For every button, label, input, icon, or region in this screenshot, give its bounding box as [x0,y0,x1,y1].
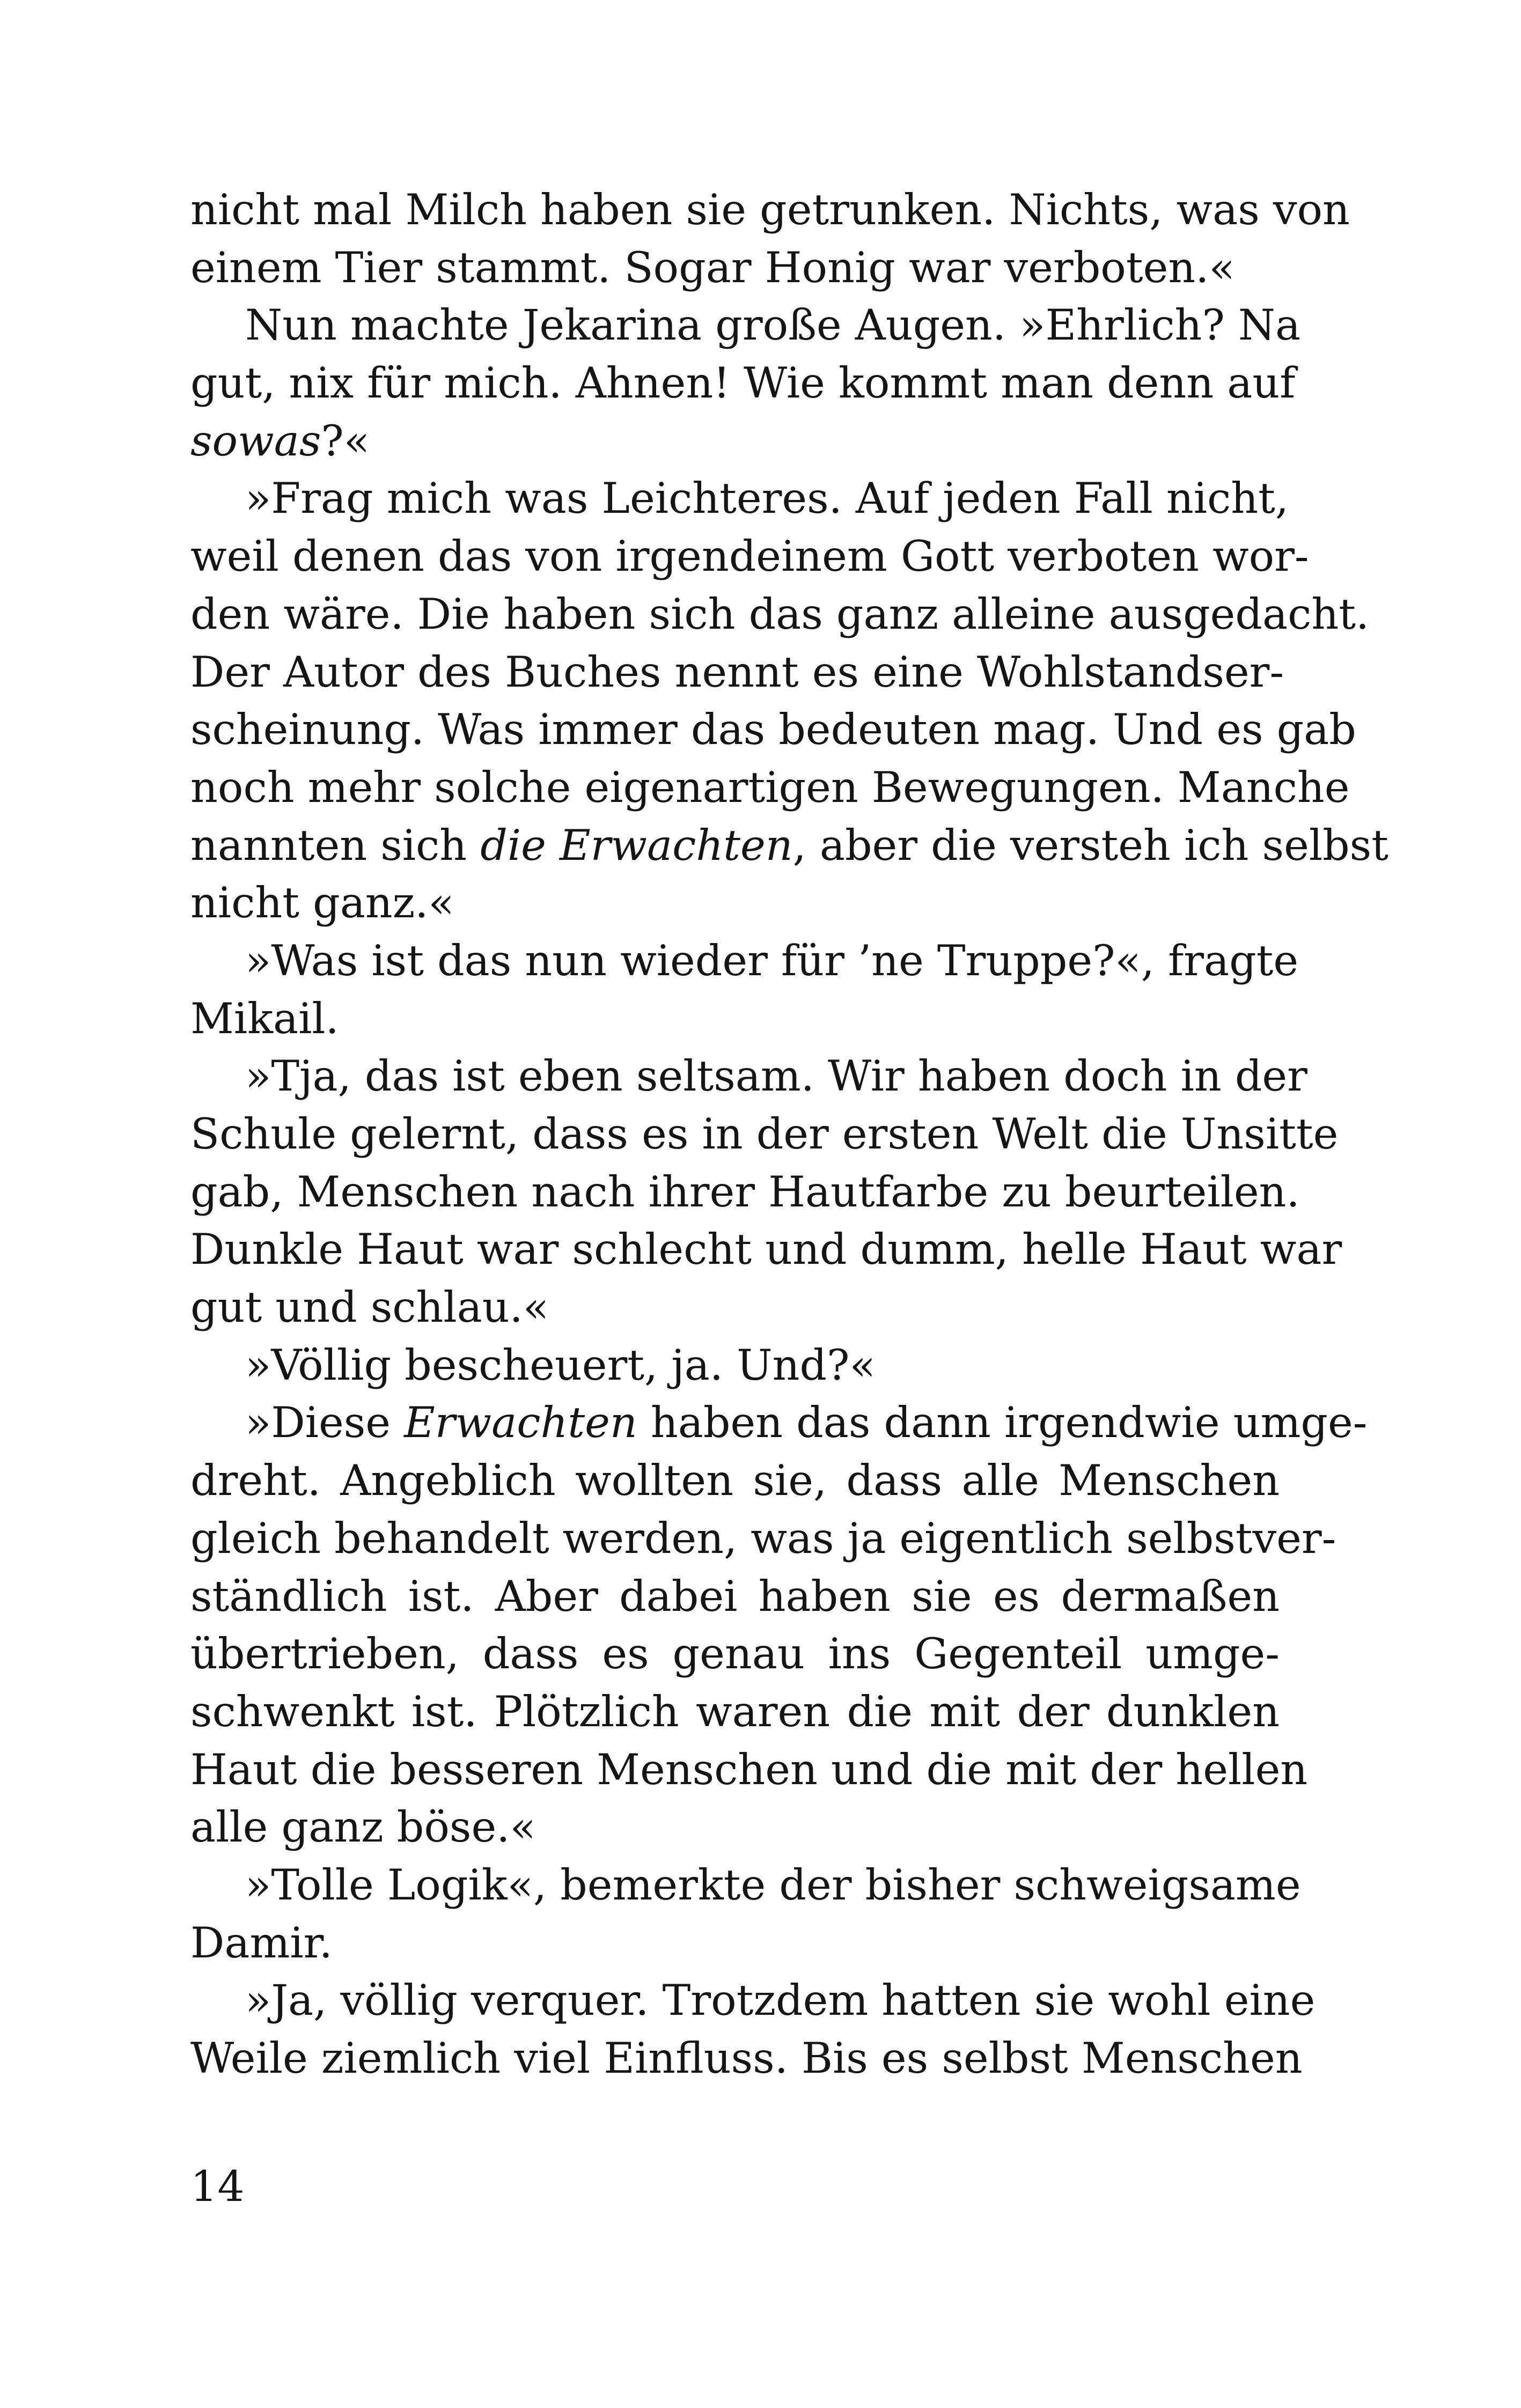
text-segment: dreht. Angeblich wollten sie, dass alle Menschen [190,1456,1280,1506]
text-segment: »Was ist das nun wieder für ’ne Truppe?«, fragte [245,936,1299,985]
text-segment: ?« [321,416,370,466]
italic-text: Erwachten [404,1398,637,1448]
text-segment: »Völlig bescheuert, ja. Und?« [245,1340,876,1390]
text-segment: nicht mal Milch haben sie getrunken. Nichts, was von [190,185,1350,234]
text-line [190,413,1280,470]
text-segment: ständlich ist. Aber dabei haben sie es dermaßen [190,1571,1280,1621]
text-line [190,990,1280,1048]
text-line [190,817,1388,875]
text-segment: »Ja, völlig verquer. Trotzdem hatten sie wohl eine [245,1976,1316,2026]
text-segment: alle ganz böse.« [190,1802,536,1852]
text-line [190,932,1299,990]
text-line [190,1106,1339,1164]
text-segment: einem Tier stammt. Sogar Honig war verboten.« [190,242,1235,292]
text-line [190,355,1296,413]
text-line [190,1972,1316,2030]
text-segment: Schule gelernt, dass es in der ersten Welt die Unsitte [190,1109,1339,1159]
text-line [190,1452,1280,1510]
text-segment: »Diese [245,1398,405,1448]
text-line [190,528,1309,586]
text-segment: Dunkle Haut war schlecht und dumm, helle Haut war [190,1225,1342,1275]
text-line [190,470,1289,528]
text-segment: Nun machte Jekarina große Augen. »Ehrlich? Na [245,300,1301,350]
text-segment: »Tolle Logik«, bemerkte der bisher schweigsame [245,1860,1301,1910]
text-line [190,701,1356,759]
text-line [190,1683,1280,1741]
text-line [190,1568,1280,1626]
text-line [190,181,1350,239]
text-segment: gut, nix für mich. Ahnen! Wie kommt man denn auf [190,358,1296,408]
text-segment: Haut die besseren Menschen und die mit der hellen [190,1744,1308,1794]
text-line [190,1394,1368,1452]
text-line [190,1914,1280,1972]
text-line [190,1857,1301,1914]
text-line [190,2030,1303,2088]
text-line [190,874,1280,932]
text-segment: Mikail. [190,993,339,1043]
italic-text: die Erwachten [480,820,793,870]
text-segment: Damir. [190,1918,333,1968]
text-line [190,1625,1280,1683]
text-line [190,1164,1300,1221]
text-segment: nicht ganz.« [190,878,454,928]
text-segment: übertrieben, dass es genau ins Gegenteil umge- [190,1629,1280,1679]
text-segment: weil denen das von irgendeinem Gott verboten wor- [190,532,1309,581]
text-line [190,644,1284,702]
text-segment: »Frag mich was Leichteres. Auf jeden Fall nicht, [245,474,1289,524]
text-line [190,759,1350,817]
text-segment: »Tja, das ist eben seltsam. Wir haben doch in der [245,1051,1307,1101]
text-segment: scheinung. Was immer das bedeuten mag. Und es gab [190,705,1356,755]
text-segment: , aber die versteh ich selbst [792,820,1388,870]
italic-text: sowas [190,416,321,466]
text-line [190,1048,1307,1106]
text-segment: noch mehr solche eigenartigen Bewegungen. Manche [190,762,1350,812]
text-segment: den wäre. Die haben sich das ganz alleine ausgedacht. [190,589,1370,639]
text-line [190,586,1370,644]
text-segment: haben das dann irgendwie umge- [637,1398,1368,1448]
text-line [190,1221,1342,1279]
text-segment: gab, Menschen nach ihrer Hautfarbe zu beurteilen. [190,1167,1300,1217]
text-line [190,1741,1308,1799]
text-line [190,1799,1280,1857]
text-segment: Weile ziemlich viel Einfluss. Bis es selbst Menschen [190,2034,1303,2083]
text-line [190,1510,1336,1568]
text-segment: gut und schlau.« [190,1283,549,1332]
text-segment: Der Autor des Buches nennt es eine Wohlstandser- [190,647,1284,697]
text-segment: nannten sich [190,820,481,870]
text-line [190,1337,1280,1395]
page-number: 14 [190,2162,245,2211]
text-segment: schwenkt ist. Plötzlich waren die mit der dunklen [190,1687,1280,1736]
text-segment: gleich behandelt werden, was ja eigentlich selbstver- [190,1513,1336,1563]
text-line [190,297,1301,355]
body-text [190,181,1388,2088]
text-line [190,1279,1280,1337]
text-line [190,239,1280,297]
